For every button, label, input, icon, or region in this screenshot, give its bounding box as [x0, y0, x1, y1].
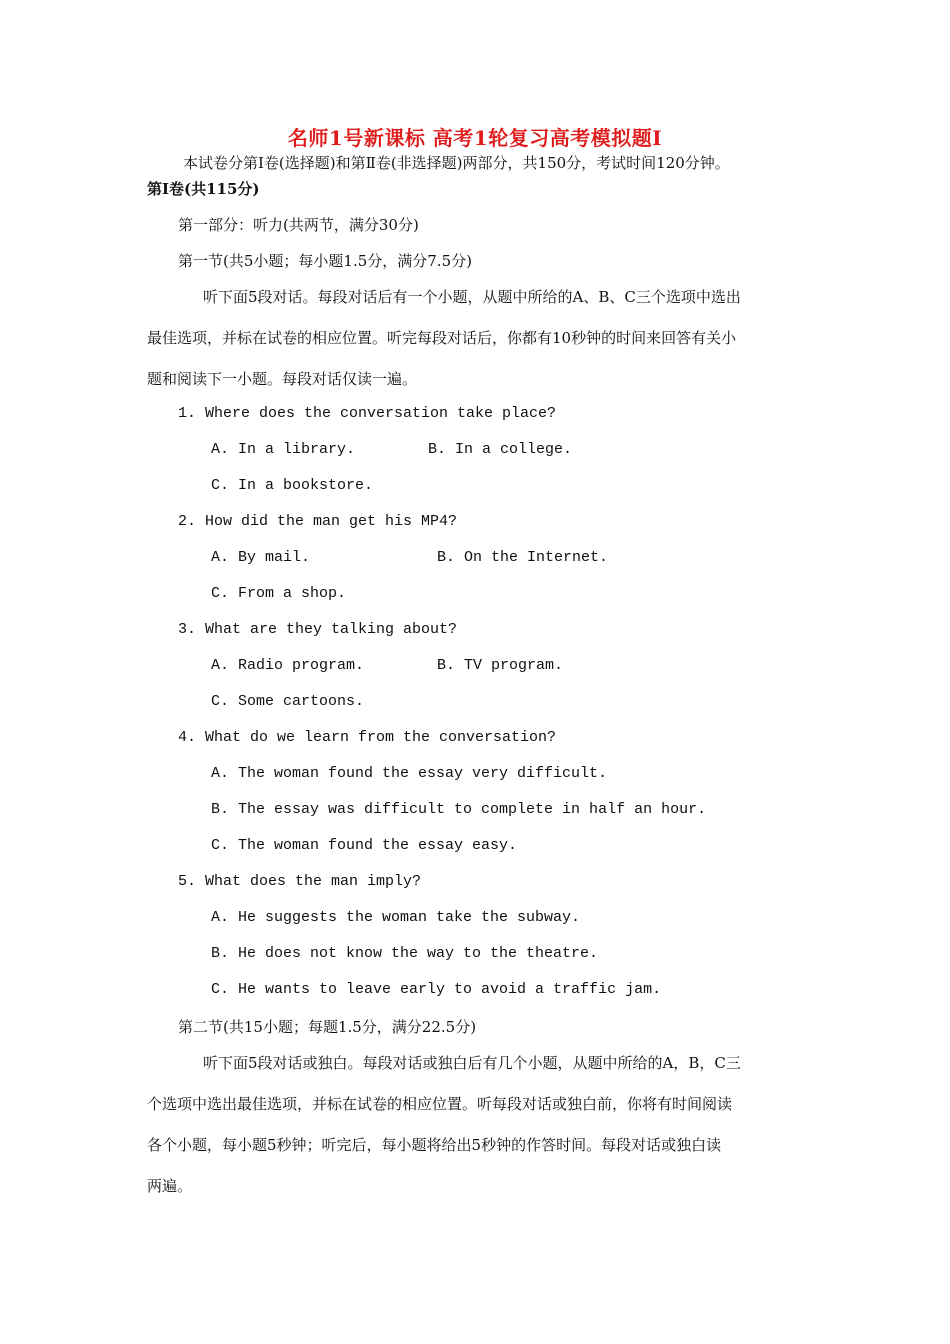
sub2-instruction-line: 各个小题，每小题5秒钟；听完后，每小题将给出5秒钟的作答时间。每段对话或独白读: [147, 1136, 722, 1154]
question-1-option-c: C. In a bookstore.: [211, 477, 374, 494]
question-4: 4. What do we learn from the conversation?: [178, 729, 557, 746]
question-4-option-b: B. The essay was difficult to complete in half an hour.: [211, 801, 707, 818]
question-2-option-b: B. On the Internet.: [437, 549, 609, 566]
question-1-option-b: B. In a college.: [428, 441, 573, 458]
page-title: 名师1号新课标 高考1轮复习高考模拟题Ⅰ: [287, 126, 663, 150]
question-4-option-a: A. The woman found the essay very difficult.: [211, 765, 608, 782]
question-4-option-c: C. The woman found the essay easy.: [211, 837, 518, 854]
sub1-instruction-line: 最佳选项，并标在试卷的相应位置。听完每段对话后，你都有10秒钟的时间来回答有关小: [147, 329, 737, 347]
question-5-option-b: B. He does not know the way to the theatre.: [211, 945, 599, 962]
sub1-instruction-line: 题和阅读下一小题。每段对话仅读一遍。: [147, 370, 418, 388]
question-3-option-c: C. Some cartoons.: [211, 693, 365, 710]
question-3-option-a: A. Radio program.: [211, 657, 365, 674]
question-5: 5. What does the man imply?: [178, 873, 422, 890]
sub2-instruction-line: 听下面5段对话或独白。每段对话或独白后有几个小题，从题中所给的A，B，C三: [203, 1054, 741, 1072]
sub1-instruction-line: 听下面5段对话。每段对话后有一个小题，从题中所给的A、B、C三个选项中选出: [203, 288, 741, 306]
sub2-instruction-line: 两遍。: [147, 1177, 193, 1195]
section1-heading: 第一部分：听力(共两节，满分30分): [178, 216, 419, 234]
question-3: 3. What are they talking about?: [178, 621, 458, 638]
question-2-option-a: A. By mail.: [211, 549, 311, 566]
question-3-option-b: B. TV program.: [437, 657, 564, 674]
question-2: 2. How did the man get his MP4?: [178, 513, 458, 530]
sub2-heading: 第二节(共15小题；每题1.5分，满分22.5分): [178, 1018, 477, 1036]
question-5-option-c: C. He wants to leave early to avoid a traffic jam.: [211, 981, 662, 998]
question-5-option-a: A. He suggests the woman take the subway.: [211, 909, 581, 926]
question-1-option-a: A. In a library.: [211, 441, 356, 458]
intro-text: 本试卷分第Ⅰ卷(选择题)和第Ⅱ卷(非选择题)两部分，共150分，考试时间120分钟。: [183, 154, 730, 172]
question-1: 1. Where does the conversation take place?: [178, 405, 557, 422]
question-2-option-c: C. From a shop.: [211, 585, 347, 602]
sub2-instruction-line: 个选项中选出最佳选项，并标在试卷的相应位置。听每段对话或独白前，你将有时间阅读: [147, 1095, 733, 1113]
sub1-heading: 第一节(共5小题；每小题1.5分，满分7.5分): [178, 252, 472, 270]
part1-heading: 第Ⅰ卷(共115分): [147, 180, 260, 198]
